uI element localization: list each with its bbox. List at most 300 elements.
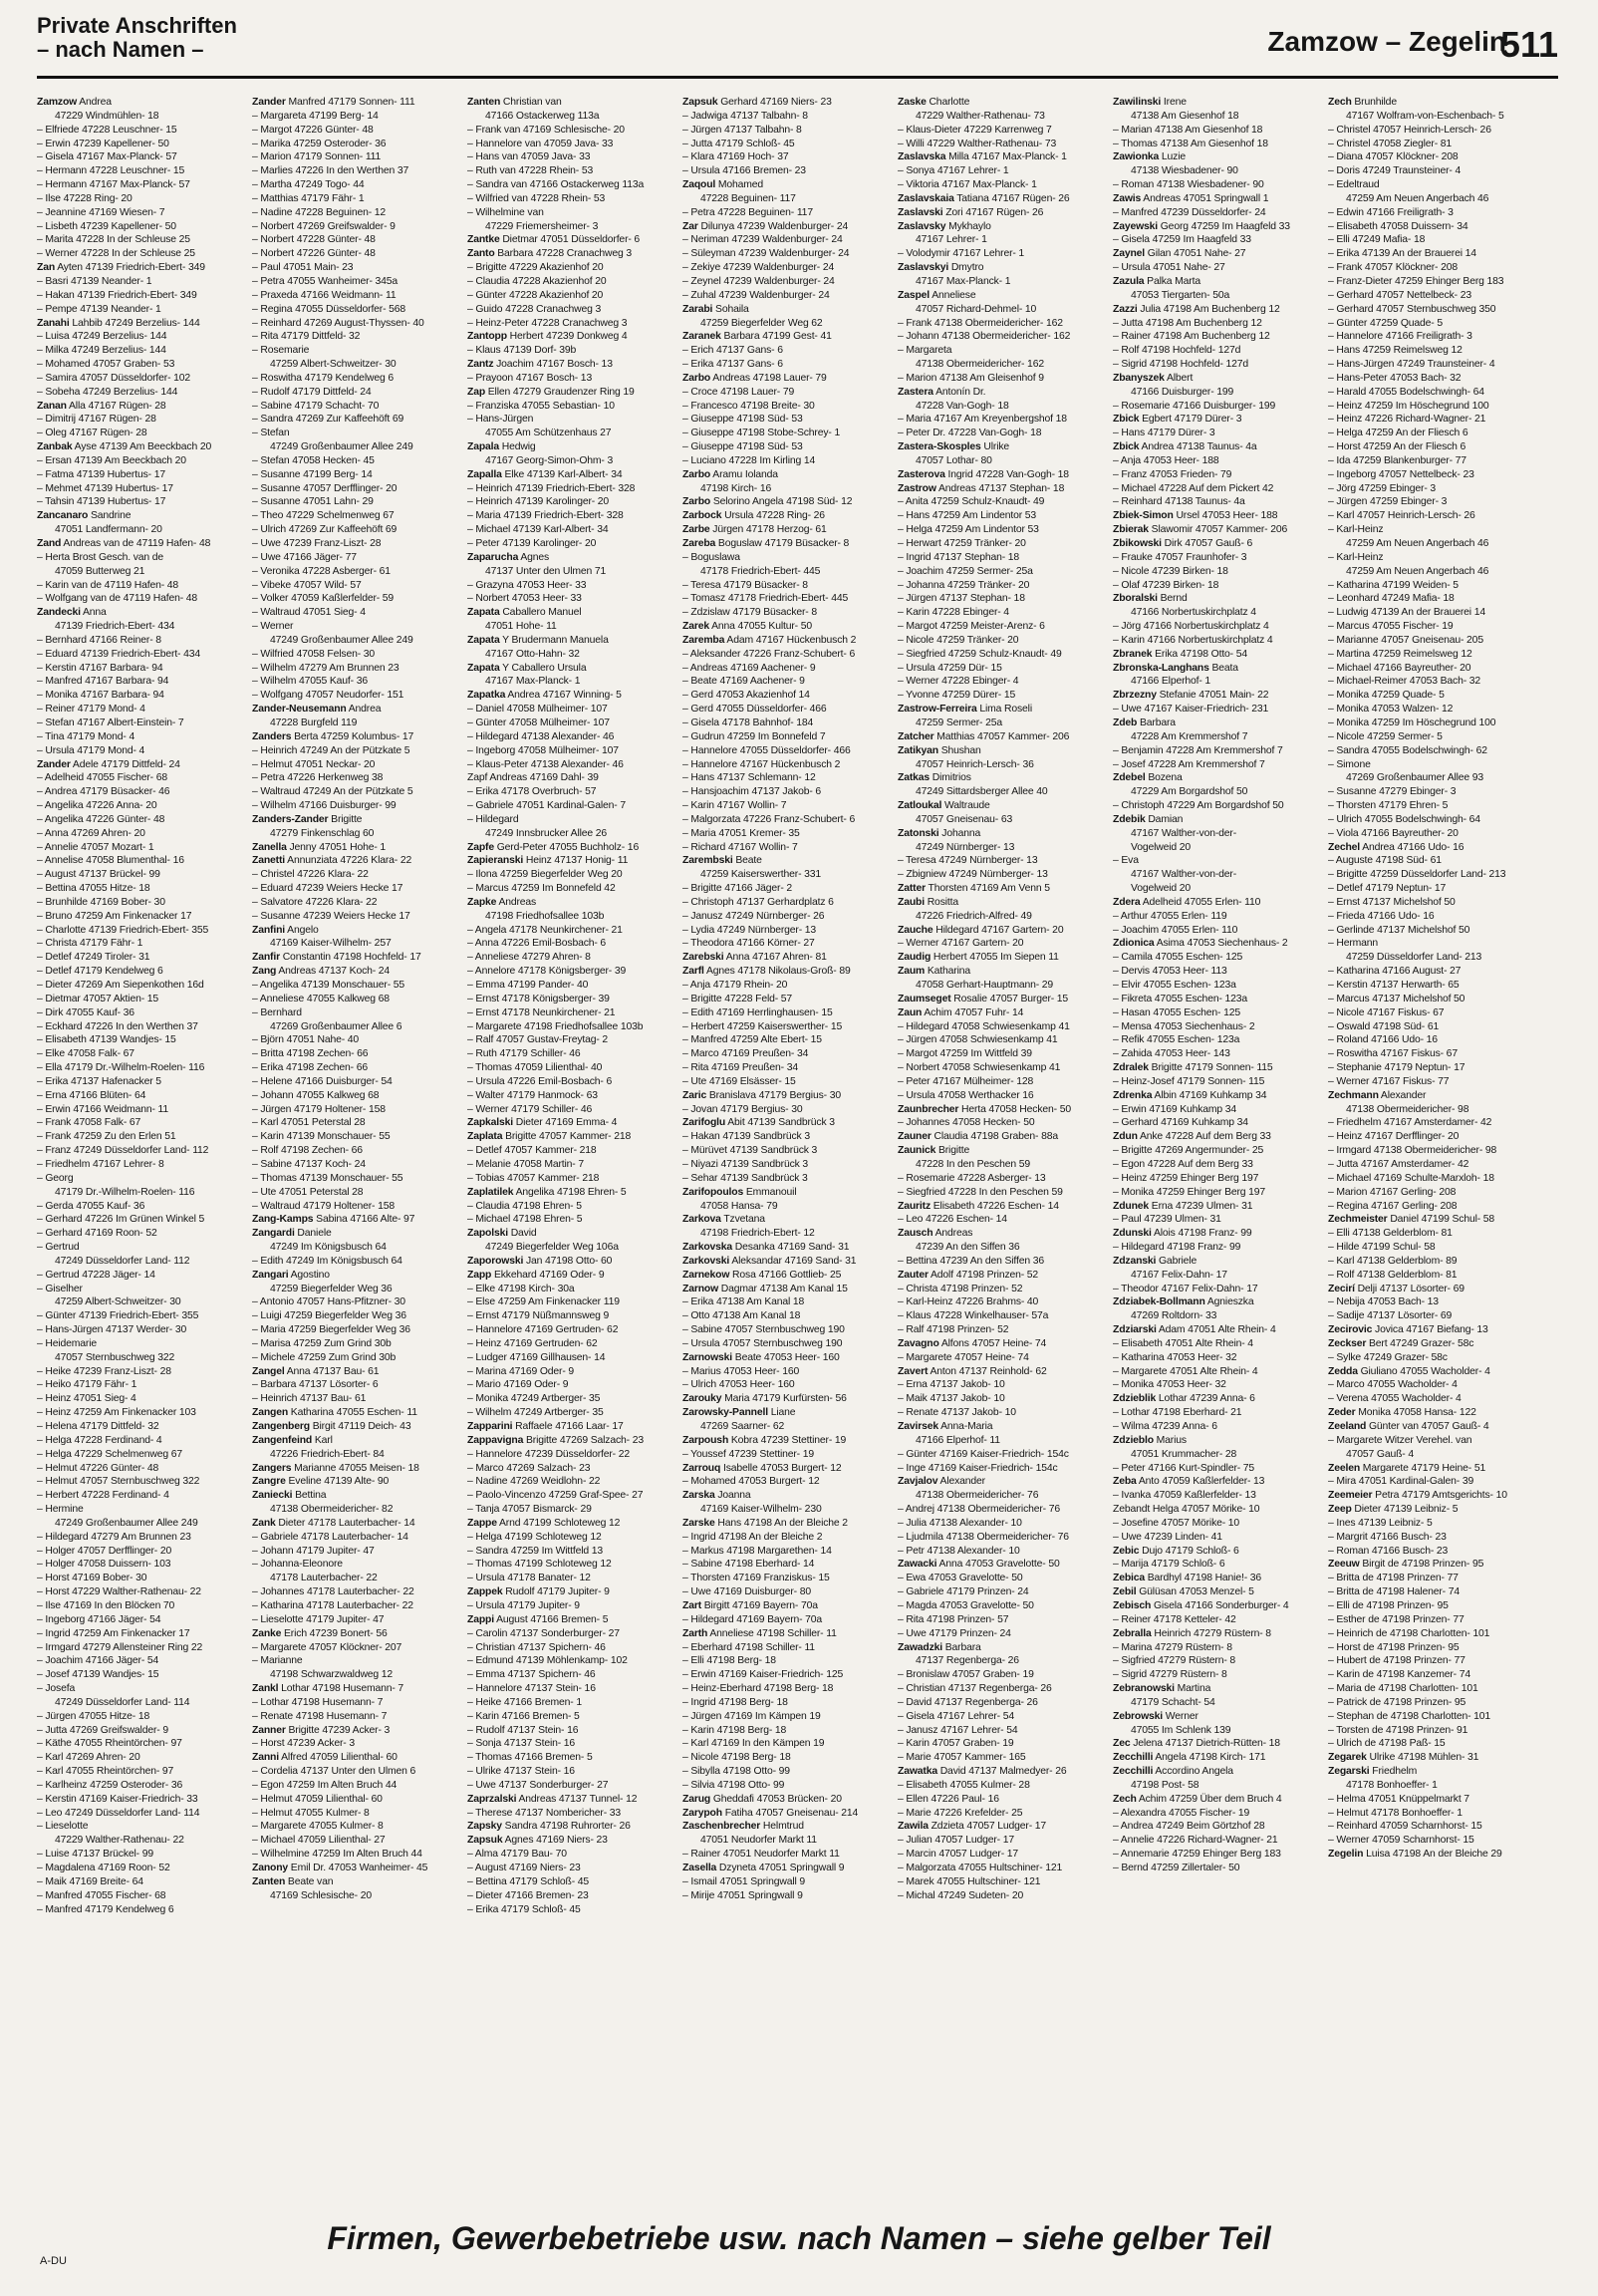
directory-entry: – Wilhelmine 47259 Im Alten Bruch 44 (252, 1849, 422, 1861)
directory-entry: Zeeland Günter van 47057 Gauß- 4 (1328, 1421, 1489, 1432)
directory-entry: – Michael 47166 Bayreuther- 20 (1328, 662, 1471, 674)
directory-entry: – Karin 47167 Wollin- 7 (682, 800, 787, 812)
directory-entry: – Michael 47139 Karl-Albert- 34 (467, 524, 609, 536)
directory-entry: – Maria 47139 Friedrich-Ebert- 328 (467, 510, 624, 522)
directory-entry: – Jürgen 47179 Holtener- 158 (252, 1103, 386, 1115)
directory-entry: – Susanne 47239 Weiers Hecke 17 (252, 910, 410, 922)
directory-entry: – Karin de 47198 Kanzemer- 74 (1328, 1669, 1470, 1681)
directory-entry: – Karl 47051 Peterstal 28 (252, 1117, 366, 1129)
directory-entry: – Matthias 47179 Fähr- 1 (252, 192, 365, 204)
directory-entry: – Rolf 47198 Zechen- 66 (252, 1145, 363, 1157)
directory-entry: Zantz Joachim 47167 Bosch- 13 (467, 359, 613, 371)
directory-entry: – Norbert 47226 Günter- 48 (252, 248, 376, 260)
directory-entry: – Nicole 47198 Berg- 18 (682, 1752, 791, 1764)
directory-entry: Zeeuw Birgit de 47198 Prinzen- 95 (1328, 1559, 1484, 1571)
directory-entry: – Sylke 47249 Grazer- 58c (1328, 1351, 1448, 1363)
directory-entry: – Ursula 47226 Emil-Bosbach- 6 (467, 1075, 613, 1087)
directory-entry: – Rainer 47051 Neudorfer Markt 11 (682, 1849, 840, 1861)
directory-entry: 47249 Düsseldorfer Land- 114 (55, 1696, 190, 1708)
directory-entry: 47269 Großenbaumer Allee 93 (1346, 772, 1484, 784)
directory-entry: – Michal 47249 Sudeten- 20 (898, 1889, 1024, 1901)
directory-entry: – Christa 47179 Fähr- 1 (37, 938, 143, 950)
directory-entry: – Egon 47228 Auf dem Berg 33 (1113, 1158, 1253, 1170)
directory-entry: – Uwe 47239 Linden- 41 (1113, 1531, 1222, 1543)
directory-entry: – Thorsten 47169 Franziskus- 15 (682, 1573, 830, 1584)
directory-entry: 47138 Am Giesenhof 18 (1131, 110, 1239, 122)
directory-entry: – Marianne (252, 1655, 303, 1667)
directory-entry: Zebralla Heinrich 47279 Rüstern- 8 (1113, 1627, 1271, 1639)
directory-entry: – Joachim 47259 Sermer- 25a (898, 565, 1033, 577)
directory-entry: – Claudia 47198 Ehren- 5 (467, 1200, 582, 1212)
directory-entry: – Klaus-Dieter 47229 Karrenweg 7 (898, 124, 1052, 136)
directory-entry: – Wilma 47239 Anna- 6 (1113, 1421, 1217, 1432)
directory-entry: – Helmut 47057 Sternbuschweg 322 (37, 1476, 200, 1488)
directory-entry: – Klaus 47139 Dorf- 39b (467, 345, 577, 357)
directory-column-6 (1113, 96, 1316, 2163)
directory-entry: Zapata Y Brudermann Manuela (467, 634, 609, 646)
directory-entry: – Wilfried 47058 Felsen- 30 (252, 648, 376, 660)
directory-entry: – Horst de 47198 Prinzen- 95 (1328, 1641, 1460, 1653)
directory-entry: – Sehar 47139 Sandbrück 3 (682, 1172, 808, 1184)
directory-entry: Zappavigna Brigitte 47269 Salzach- 23 (467, 1434, 644, 1446)
directory-entry: – Bettina 47055 Hitze- 18 (37, 883, 150, 895)
directory-entry: Zaric Branislava 47179 Bergius- 30 (682, 1089, 841, 1101)
directory-entry: Zarypoh Fatiha 47057 Gneisenau- 214 (682, 1807, 859, 1819)
directory-entry: – Ellen 47226 Paul- 16 (898, 1793, 999, 1805)
directory-entry: Zapatka Andrea 47167 Winning- 5 (467, 690, 622, 702)
directory-entry: – Karin 47139 Monschauer- 55 (252, 1131, 391, 1143)
directory-entry: – Giuseppe 47198 Stobe-Schrey- 1 (682, 428, 841, 439)
directory-entry: Zdebik Damian (1113, 813, 1184, 825)
directory-entry: – Rita 47198 Prinzen- 57 (898, 1613, 1009, 1625)
directory-entry: – Susanne 47057 Derfflinger- 20 (252, 482, 398, 494)
directory-entry: – Heike 47239 Franz-Liszt- 28 (37, 1365, 171, 1377)
directory-entry: – Vibeke 47057 Wild- 57 (252, 579, 362, 591)
directory-entry: – Wilhelm 47279 Am Brunnen 23 (252, 662, 400, 674)
directory-entry: – Britta de 47198 Prinzen- 77 (1328, 1573, 1459, 1584)
directory-entry: – Susanne 47051 Lahn- 29 (252, 496, 374, 508)
directory-entry: – Martha 47249 Togo- 44 (252, 179, 365, 191)
directory-entry: – Reinhard 47269 August-Thyssen- 40 (252, 317, 424, 329)
directory-entry: – Elisabeth 47055 Kulmer- 28 (898, 1779, 1030, 1791)
directory-entry: – Else 47259 Am Finkenacker 119 (467, 1296, 620, 1308)
directory-entry: – Renate 47198 Husemann- 7 (252, 1710, 388, 1722)
directory-entry: 47167 Walther-von-der- (1131, 827, 1237, 839)
directory-entry: – Marian 47138 Am Giesenhof 18 (1113, 124, 1263, 136)
directory-entry: 47137 Unter den Ulmen 71 (485, 565, 607, 577)
directory-entry: 47166 Duisburger- 199 (1131, 386, 1234, 398)
directory-entry: – Anita 47259 Schulz-Knaudt- 49 (898, 496, 1045, 508)
section-heading (37, 14, 237, 62)
directory-entry: – Ernst 47137 Michelshof 50 (1328, 896, 1456, 908)
directory-entry: – Irmgard 47138 Obermeidericher- 98 (1328, 1145, 1497, 1157)
directory-entry: – Janusz 47167 Lehrer- 54 (898, 1724, 1018, 1736)
directory-entry: – Elke 47198 Kirch- 30a (467, 1283, 575, 1294)
directory-entry: – Adelheid 47055 Fischer- 68 (37, 772, 167, 784)
directory-entry: – Renate 47137 Jakob- 10 (898, 1407, 1016, 1419)
directory-entry: – Claudia 47228 Akazienhof 20 (467, 275, 607, 287)
directory-entry: – Karl-Heinz 47226 Brahms- 40 (898, 1296, 1039, 1308)
directory-entry: – Karl 47055 Rheintörchen- 97 (37, 1766, 174, 1778)
directory-entry: – Hubert de 47198 Prinzen- 77 (1328, 1655, 1465, 1667)
directory-entry: – Christel 47057 Heinrich-Lersch- 26 (1328, 124, 1491, 136)
directory-entry: – Ilse 47169 In den Blöcken 70 (37, 1599, 175, 1611)
directory-entry: – Joachim 47166 Jäger- 54 (37, 1655, 159, 1667)
directory-entry: – Marcus 47137 Michelshof 50 (1328, 993, 1465, 1004)
directory-entry: – Erika 47137 Gans- 6 (682, 359, 783, 371)
directory-entry: Zaremba Adam 47167 Hückenbusch 2 (682, 634, 857, 646)
directory-entry: – Peter 47166 Kurt-Spindler- 75 (1113, 1462, 1255, 1474)
directory-entry: Zdziarski Adam 47051 Alte Rhein- 4 (1113, 1324, 1276, 1336)
directory-entry: Zaslavsky Mykhaylo (898, 220, 991, 232)
directory-entry: – Susanne 47199 Berg- 14 (252, 468, 373, 480)
directory-entry: – Helmut 47059 Lilienthal- 60 (252, 1793, 383, 1805)
directory-entry: – Mehmet 47139 Hubertus- 17 (37, 482, 173, 494)
directory-entry: Zanke Erich 47239 Bonert- 56 (252, 1627, 388, 1639)
directory-entry: – Ingrid 47137 Stephan- 18 (898, 551, 1020, 563)
directory-entry: – Hasan 47055 Eschen- 125 (1113, 1006, 1240, 1018)
directory-entry: – Käthe 47055 Rheintörchen- 97 (37, 1738, 182, 1750)
side-tab (1564, 1315, 1594, 1834)
directory-entry: – Ludger 47169 Gillhausen- 14 (467, 1351, 606, 1363)
directory-entry: 47228 Am Kremmershof 7 (1131, 730, 1248, 742)
directory-entry: Zecchilli Accordino Angela (1113, 1766, 1233, 1778)
directory-entry: – Roswitha 47167 Fiskus- 67 (1328, 1048, 1458, 1060)
directory-entry: Zapkalski Dieter 47169 Emma- 4 (467, 1117, 618, 1129)
directory-entry: – Rita 47179 Dittfeld- 32 (252, 331, 361, 343)
directory-entry: – Katharina 47166 August- 27 (1328, 966, 1462, 978)
directory-entry: Zegarski Friedhelm (1328, 1766, 1418, 1778)
directory-entry: – Zdzislaw 47179 Büsacker- 8 (682, 607, 817, 619)
directory-entry: – Reiner 47179 Mond- 4 (37, 704, 145, 716)
directory-entry: – Ulrich 47055 Bodelschwingh- 64 (1328, 813, 1480, 825)
directory-entry: – Josef 47139 Wandjes- 15 (37, 1669, 159, 1681)
directory-entry: Zaske Charlotte (898, 97, 970, 108)
directory-entry: – Erwin 47239 Kapellener- 50 (37, 138, 169, 149)
directory-entry: – Malgorzata 47226 Franz-Schubert- 6 (682, 813, 856, 825)
directory-entry: – Paolo-Vincenzo 47259 Graf-Spee- 27 (467, 1490, 644, 1502)
directory-entry: – Hakan 47139 Friedrich-Ebert- 349 (37, 289, 197, 301)
directory-entry: – Hakan 47139 Sandbrück 3 (682, 1131, 810, 1143)
directory-entry: 47055 Im Schlenk 139 (1131, 1724, 1231, 1736)
directory-entry: Zappe Arnd 47199 Schloteweg 12 (467, 1517, 621, 1529)
directory-entry: – Martina 47259 Reimelsweg 12 (1328, 648, 1472, 660)
directory-entry: Zebil Gülüsan 47053 Menzel- 5 (1113, 1586, 1254, 1598)
directory-entry: – Thorsten 47179 Ehren- 5 (1328, 800, 1449, 812)
directory-entry: – Margarete 47198 Friedhofsallee 103b (467, 1020, 644, 1032)
directory-entry: – Angelika 47226 Günter- 48 (37, 813, 165, 825)
directory-entry: – Karl 47138 Gelderblom- 89 (1328, 1255, 1458, 1267)
directory-entry: – Uwe 47137 Sonderburger- 27 (467, 1779, 609, 1791)
directory-entry: – Carolin 47137 Sonderburger- 27 (467, 1627, 620, 1639)
directory-entry: – Dirk 47055 Kauf- 36 (37, 1006, 134, 1018)
directory-entry: Zanan Alla 47167 Rügen- 28 (37, 400, 166, 412)
directory-entry: – Frank 47138 Obermeidericher- 162 (898, 317, 1063, 329)
directory-entry: – Ursula 47259 Dür- 15 (898, 662, 1002, 674)
directory-entry: – Hildegard 47058 Schwiesenkamp 41 (898, 1020, 1070, 1032)
directory-entry: 47249 Großenbaumer Allee 249 (270, 634, 413, 646)
directory-entry: Zaudig Herbert 47055 Im Siepen 11 (898, 952, 1059, 964)
directory-column-5 (898, 96, 1101, 2163)
directory-entry: – Hans 47179 Dürer- 3 (1113, 428, 1215, 439)
directory-entry: – Dervis 47053 Heer- 113 (1113, 966, 1227, 978)
directory-entry: Zawacki Anna 47053 Gravelotte- 50 (898, 1559, 1060, 1571)
directory-entry: Zeba Anto 47059 Kaßlerfelder- 13 (1113, 1476, 1265, 1488)
directory-entry: – Erika 47179 Schloß- 45 (467, 1903, 581, 1915)
directory-entry: Zechel Andrea 47166 Udo- 16 (1328, 841, 1465, 853)
directory-entry: – Erika 47198 Zechen- 66 (252, 1062, 368, 1074)
directory-entry: – Ursula 47051 Nahe- 27 (1113, 262, 1225, 274)
directory-entry: – Marcus 47055 Fischer- 19 (1328, 621, 1454, 633)
directory-entry: – Annelie 47057 Mozart- 1 (37, 841, 154, 853)
directory-entry: – Erna 47166 Blüten- 64 (37, 1089, 146, 1101)
directory-entry: – Maik 47137 Jakob- 10 (898, 1393, 1005, 1405)
directory-entry: – Detlef 47179 Neptun- 17 (1328, 883, 1447, 895)
directory-entry: Vogelweid 20 (1131, 841, 1192, 853)
directory-entry: 47249 Düsseldorfer Land- 112 (55, 1255, 190, 1267)
directory-entry: – Lothar 47198 Eberhard- 21 (1113, 1407, 1242, 1419)
directory-entry: – Katharina 47178 Lauterbacher- 22 (252, 1599, 413, 1611)
directory-entry: – Anna 47269 Ahren- 20 (37, 827, 145, 839)
directory-entry: Zatter Thorsten 47169 Am Venn 5 (898, 883, 1050, 895)
directory-entry: Zecirí Delji 47137 Lösorter- 69 (1328, 1283, 1465, 1294)
directory-entry: – Marek 47055 Hultschiner- 121 (898, 1875, 1041, 1887)
directory-entry: – Mira 47051 Kardinal-Galen- 39 (1328, 1476, 1474, 1488)
directory-entry: – Marcus 47259 Im Bonnefeld 42 (467, 883, 616, 895)
directory-entry: – Ingeborg 47057 Nettelbeck- 23 (1328, 468, 1474, 480)
directory-entry: Zbanyszek Albert (1113, 372, 1194, 384)
directory-entry: – Hannelore 47137 Stein- 16 (467, 1683, 596, 1695)
directory-entry: – Jeannine 47169 Wiesen- 7 (37, 206, 165, 218)
directory-entry: – Fatma 47139 Hubertus- 17 (37, 468, 165, 480)
directory-entry: – Marianne 47057 Gneisenau- 205 (1328, 634, 1483, 646)
directory-entry: – Ruth van 47228 Rhein- 53 (467, 165, 594, 177)
directory-entry: – Detlef 47249 Tiroler- 31 (37, 952, 150, 964)
directory-entry: – Hannelore 47239 Düsseldorfer- 22 (467, 1448, 630, 1460)
directory-entry: – Benjamin 47228 Am Kremmershof 7 (1113, 744, 1283, 756)
directory-entry: – Hannelore 47055 Düsseldorfer- 466 (682, 744, 851, 756)
directory-entry: – Margrit 47166 Busch- 23 (1328, 1531, 1447, 1543)
directory-entry: – Ursula 47178 Banater- 12 (467, 1573, 591, 1584)
directory-entry: 47198 Post- 58 (1131, 1779, 1199, 1791)
directory-entry: 47228 In den Peschen 59 (916, 1158, 1030, 1170)
directory-entry: Zarth Anneliese 47198 Schiller- 11 (682, 1627, 837, 1639)
directory-entry: Zbrzezny Stefanie 47051 Main- 22 (1113, 690, 1269, 702)
directory-entry: – Hans 47259 Reimelsweg 12 (1328, 345, 1463, 357)
directory-entry: – Rolf 47198 Hochfeld- 127d (1113, 345, 1241, 357)
directory-entry: 47167 Otto-Hahn- 32 (485, 648, 580, 660)
directory-entry: – Christa 47198 Prinzen- 52 (898, 1283, 1023, 1294)
directory-entry: Zebranowski Martina (1113, 1683, 1211, 1695)
directory-entry: – Johann 47179 Jupiter- 47 (252, 1545, 375, 1557)
directory-entry: 47166 Norbertuskirchplatz 4 (1131, 607, 1256, 619)
directory-entry: Zapala Hedwig (467, 441, 536, 453)
directory-entry: – Monika 47259 Ehinger Berg 197 (1113, 1186, 1266, 1198)
directory-entry: – Antonio 47057 Hans-Pfitzner- 30 (252, 1296, 405, 1308)
directory-entry: – Werner 47228 In der Schleuse 25 (37, 248, 195, 260)
directory-entry: – Heinz 47167 Derfflinger- 20 (1328, 1131, 1460, 1143)
directory-entry: 47259 Düsseldorfer Land- 213 (1346, 952, 1482, 964)
directory-entry: – Bruno 47259 Am Finkenacker 17 (37, 910, 192, 922)
directory-entry: – Anja 47179 Rhein- 20 (682, 980, 788, 991)
directory-entry: Zbick Egbert 47179 Dürer- 3 (1113, 414, 1242, 426)
directory-entry: Zar Dilunya 47239 Waldenburger- 24 (682, 220, 849, 232)
directory-entry: – Britta 47198 Zechen- 66 (252, 1048, 369, 1060)
directory-entry: Zareba Boguslaw 47179 Büsacker- 8 (682, 538, 850, 549)
directory-entry: – Rudolf 47179 Dittfeld- 24 (252, 386, 372, 398)
directory-entry: Zaniecki Bettina (252, 1490, 327, 1502)
directory-entry: Zausch Andreas (898, 1228, 973, 1240)
directory-entry: – Helga 47199 Schloteweg 12 (467, 1531, 602, 1543)
directory-entry: – Gisela 47178 Bahnhof- 184 (682, 717, 814, 728)
directory-entry: – Brigitte 47228 Feld- 57 (682, 993, 793, 1004)
directory-entry: – Sabine 47198 Eberhard- 14 (682, 1559, 815, 1571)
directory-entry: – Tina 47179 Mond- 4 (37, 730, 135, 742)
directory-entry: – Julia 47138 Alexander- 10 (898, 1517, 1022, 1529)
directory-entry: Zavjalov Alexander (898, 1476, 985, 1488)
directory-entry: – Karin 47198 Berg- 18 (682, 1724, 787, 1736)
directory-entry: Zantopp Herbert 47239 Donkweg 4 (467, 331, 628, 343)
directory-entry: – Hannelore van 47059 Java- 33 (467, 138, 614, 149)
directory-entry: – Alexandra 47055 Fischer- 19 (1113, 1807, 1250, 1819)
directory-entry: Zebic Dujo 47179 Schloß- 6 (1113, 1545, 1239, 1557)
directory-entry: 47249 Im Königsbusch 64 (270, 1242, 387, 1254)
directory-entry: Zastrow-Ferreira Lima Roseli (898, 704, 1032, 716)
directory-entry: – Detlef 47179 Kendelweg 6 (37, 966, 163, 978)
directory-entry: Zapke Andreas (467, 896, 537, 908)
directory-entry: Zarifopoulos Emmanouil (682, 1186, 797, 1198)
directory-entry: – Ismail 47051 Springwall 9 (682, 1875, 806, 1887)
directory-entry: – Marco 47055 Wacholder- 4 (1328, 1379, 1458, 1391)
footer-note: Firmen, Gewerbebetriebe usw. nach Namen – siehe gelber Teil (327, 2220, 1271, 2256)
directory-entry: – Oswald 47198 Süd- 61 (1328, 1020, 1440, 1032)
directory-entry: – Oleg 47167 Rügen- 28 (37, 428, 147, 439)
directory-entry: Zdeb Barbara (1113, 717, 1176, 728)
directory-entry: – Sandra 47259 Im Wittfeld 13 (467, 1545, 604, 1557)
directory-entry: – Mirije 47051 Springwall 9 (682, 1889, 803, 1901)
directory-entry: – Verena 47055 Wacholder- 4 (1328, 1393, 1462, 1405)
directory-entry: 47249 Nürnberger- 13 (916, 841, 1015, 853)
directory-entry: – Basri 47139 Neander- 1 (37, 275, 152, 287)
directory-entry: – Karin van de 47119 Hafen- 48 (37, 579, 179, 591)
directory-entry: – Sabine 47179 Schacht- 70 (252, 400, 380, 412)
directory-entry: – Margot 47259 Im Wittfeld 39 (898, 1048, 1032, 1060)
directory-entry: – Gisela 47167 Max-Planck- 57 (37, 151, 177, 163)
directory-entry: – Sabine 47057 Sternbuschweg 190 (682, 1324, 845, 1336)
directory-entry: – Anneliese 47055 Kalkweg 68 (252, 993, 390, 1004)
directory-entry: – Gertrud 47228 Jäger- 14 (37, 1269, 155, 1281)
directory-entry: – Klaus 47228 Winkelhauser- 57a (898, 1310, 1049, 1322)
directory-entry: 47259 Biegerfelder Weg 36 (270, 1283, 393, 1294)
directory-entry: – Willi 47229 Walther-Rathenau- 73 (898, 138, 1057, 149)
directory-entry: – Werner 47228 Ebinger- 4 (898, 676, 1019, 688)
directory-entry: – Theodor 47167 Felix-Dahn- 17 (1113, 1283, 1258, 1294)
directory-entry: – Eva (1113, 855, 1139, 867)
directory-entry: Zarug Gheddafi 47053 Brücken- 20 (682, 1793, 842, 1805)
directory-entry: – Lothar 47198 Husemann- 7 (252, 1696, 384, 1708)
directory-column-4 (682, 96, 886, 2163)
directory-entry: – Gerda 47055 Kauf- 36 (37, 1200, 145, 1212)
directory-entry: – Richard 47167 Wollin- 7 (682, 841, 798, 853)
directory-entry: – Patrick de 47198 Prinzen- 95 (1328, 1696, 1466, 1708)
directory-entry: – Ursula 47057 Sternbuschweg 190 (682, 1337, 843, 1349)
directory-entry: – Thomas 47138 Am Giesenhof 18 (1113, 138, 1268, 149)
directory-entry: – Ernst 47179 Nüßmannsweg 9 (467, 1310, 610, 1322)
side-tab-big (1564, 1805, 1598, 1834)
directory-entry: Zangardi Daniele (252, 1228, 332, 1240)
directory-entry: – Erna 47137 Jakob- 10 (898, 1379, 1005, 1391)
directory-entry: Zatloukal Waltraude (898, 800, 990, 812)
directory-entry: Zauner Claudia 47198 Graben- 88a (898, 1131, 1058, 1143)
directory-entry: Zbick Andrea 47138 Taunus- 4a (1113, 441, 1257, 453)
directory-entry: Zapata Caballero Manuel (467, 607, 582, 619)
directory-entry: – Frauke 47057 Fraunhofer- 3 (1113, 551, 1247, 563)
directory-entry: – Werner 47167 Gartern- 20 (898, 938, 1024, 950)
directory-entry: – Rosemarie 47166 Duisburger- 199 (1113, 400, 1276, 412)
directory-entry: – Gerhard 47057 Sternbuschweg 350 (1328, 303, 1496, 315)
directory-entry: – Anja 47053 Heer- 188 (1113, 454, 1219, 466)
directory-entry: – Heidemarie (37, 1337, 97, 1349)
directory-entry: – Luisa 47249 Berzelius- 144 (37, 331, 167, 343)
directory-entry: – Prayoon 47167 Bosch- 13 (467, 372, 593, 384)
directory-entry: – Cordelia 47137 Unter den Ulmen 6 (252, 1766, 416, 1778)
directory-entry: – Heiko 47179 Fähr- 1 (37, 1379, 137, 1391)
directory-entry: – Edeltraud (1328, 179, 1380, 191)
directory-entry: – Boguslawa (682, 551, 740, 563)
directory-entry: – Gabriele 47178 Lauterbacher- 14 (252, 1531, 408, 1543)
directory-entry: – Zahida 47053 Heer- 143 (1113, 1048, 1230, 1060)
directory-entry: 47269 Saarner- 62 (700, 1421, 785, 1432)
directory-entry: – Tomasz 47178 Friedrich-Ebert- 445 (682, 593, 849, 605)
directory-entry: – Johanna-Eleonore (252, 1559, 343, 1571)
directory-entry: 47229 Walther-Rathenau- 73 (916, 110, 1045, 122)
directory-entry: – Karin 47057 Graben- 19 (898, 1738, 1014, 1750)
directory-entry: Zegelin Luisa 47198 An der Bleiche 29 (1328, 1849, 1502, 1861)
directory-entry: 47229 Friemersheimer- 3 (485, 220, 599, 232)
directory-entry: – Angelika 47226 Anna- 20 (37, 800, 157, 812)
directory-entry: 47058 Gerhart-Hauptmann- 29 (916, 980, 1054, 991)
directory-entry: – Franziska 47055 Sebastian- 10 (467, 400, 615, 412)
directory-entry: – Waltraud 47249 An der Pützkate 5 (252, 786, 413, 798)
directory-entry: – Sonya 47167 Lehrer- 1 (898, 165, 1009, 177)
directory-entry: – Ernst 47178 Neunkirchener- 21 (467, 1006, 616, 1018)
directory-entry: Zarbock Ursula 47228 Ring- 26 (682, 510, 825, 522)
directory-entry: – Reinhard 47138 Taunus- 4a (1113, 496, 1245, 508)
directory-entry: – Gudrun 47259 Im Bonnefeld 7 (682, 730, 826, 742)
directory-entry: – Christel 47226 Klara- 22 (252, 869, 369, 881)
directory-entry: – Marlies 47226 In den Werthen 37 (252, 165, 409, 177)
directory-entry: – Sabine 47137 Koch- 24 (252, 1158, 366, 1170)
directory-entry: – Werner 47167 Fiskus- 77 (1328, 1075, 1450, 1087)
directory-entry: Zatonski Johanna (898, 827, 981, 839)
directory-entry: Zbierak Slawomir 47057 Kammer- 206 (1113, 524, 1288, 536)
directory-entry: – Francesco 47198 Breite- 30 (682, 400, 815, 412)
section-heading-line2: – nach Namen – (37, 37, 204, 62)
directory-entry: – Grazyna 47053 Heer- 33 (467, 579, 587, 591)
directory-entry: – Ulrike 47137 Stein- 16 (467, 1766, 575, 1778)
directory-entry: 47057 Lothar- 80 (916, 454, 992, 466)
directory-entry: 47138 Wiesbadener- 90 (1131, 165, 1238, 177)
directory-entry: – Erwin 47166 Weidmann- 11 (37, 1103, 169, 1115)
directory-entry: – Eduard 47139 Friedrich-Ebert- 434 (37, 648, 200, 660)
directory-entry: Zangel Anna 47137 Bau- 61 (252, 1365, 380, 1377)
directory-entry: – Alma 47179 Bau- 70 (467, 1849, 567, 1861)
directory-entry: – Süleyman 47239 Waldenburger- 24 (682, 248, 850, 260)
directory-entry: – Refik 47055 Eschen- 123a (1113, 1034, 1240, 1046)
directory-entry: – Horst 47229 Walther-Rathenau- 22 (37, 1586, 201, 1598)
directory-entry: Zaplatilek Angelika 47198 Ehren- 5 (467, 1186, 627, 1198)
directory-entry: Zebica Bardhyl 47198 Hanie!- 36 (1113, 1573, 1262, 1584)
